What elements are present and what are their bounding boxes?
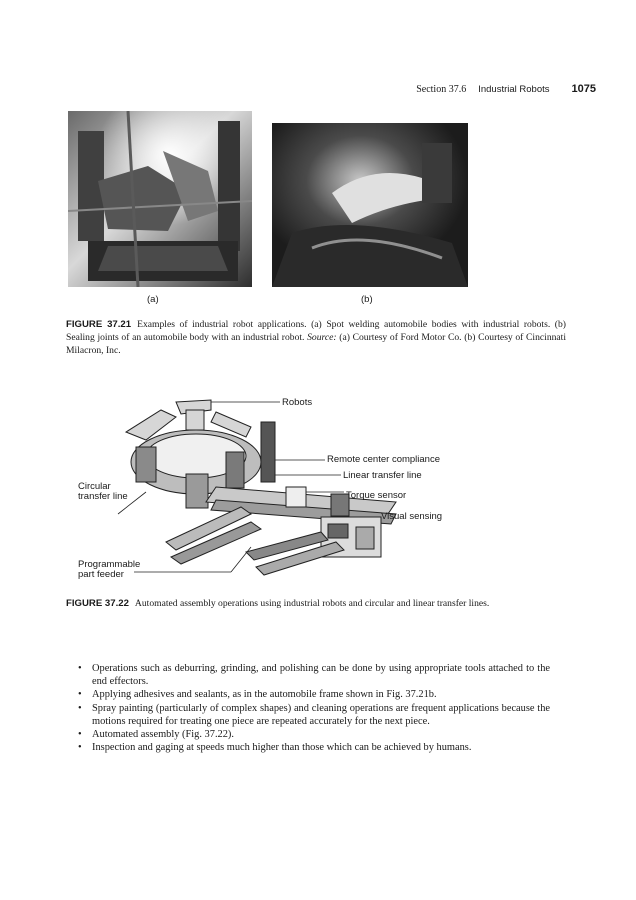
subfigure-label-b: (b)	[361, 294, 373, 305]
callout-circular-transfer-line	[78, 482, 128, 502]
callout-line: transfer line	[78, 491, 128, 502]
source-text: (a) Courtesy of Ford Motor Co. (b) Courtesy of Cincinnati Milacron, Inc.	[66, 332, 567, 356]
callout-line: Circular	[78, 481, 111, 492]
callout-torque-sensor: Torque sensor	[346, 490, 407, 501]
figure-37-21-caption	[66, 318, 566, 357]
figure-label: FIGURE 37.21	[66, 319, 132, 330]
section-title: Industrial Robots	[478, 84, 550, 95]
sealing-joints-photo	[272, 123, 468, 287]
callout-visual-sensing: Visual sensing	[381, 511, 443, 522]
list-item: • Operations such as deburring, grinding, and polishing can be done by using appropriate tools attached to the end effectors.	[78, 662, 550, 688]
callout-programmable-part-feeder	[78, 560, 140, 580]
figure-label: FIGURE 37.22	[66, 598, 129, 609]
callout-robots: Robots	[282, 397, 313, 408]
caption-text: Examples of industrial robot applications. (a) Spot welding automobile bodies with industrial robots. (b) Sealing joints of an automobile body with an industrial robot.	[66, 319, 566, 343]
figure-37-22-caption	[66, 597, 566, 610]
list-item: • Applying adhesives and sealants, as in the automobile frame shown in Fig. 37.21b.	[78, 688, 550, 701]
callout-line: Programmable	[78, 559, 141, 570]
source-label: Source:	[307, 332, 337, 343]
callout-remote-center-compliance: Remote center compliance	[327, 454, 440, 465]
list-item: • Inspection and gaging at speeds much higher than those which can be achieved by humans.	[78, 741, 550, 754]
caption-text: Automated assembly operations using industrial robots and circular and linear transfer lines.	[134, 598, 490, 609]
section-number: Section 37.6	[416, 84, 467, 95]
subfigure-label-a: (a)	[147, 294, 159, 305]
applications-list	[78, 662, 550, 754]
list-item: • Spray painting (particularly of complex shapes) and cleaning operations are frequent applications because the motions required for treating one piece are repeated accurately for the next piece.	[78, 702, 550, 728]
running-header	[416, 83, 596, 95]
callout-linear-transfer-line: Linear transfer line	[343, 470, 422, 481]
callout-line: part feeder	[78, 569, 124, 580]
page-number: 1075	[571, 83, 596, 95]
spot-welding-photo	[68, 111, 252, 287]
list-item: • Automated assembly (Fig. 37.22).	[78, 728, 550, 741]
